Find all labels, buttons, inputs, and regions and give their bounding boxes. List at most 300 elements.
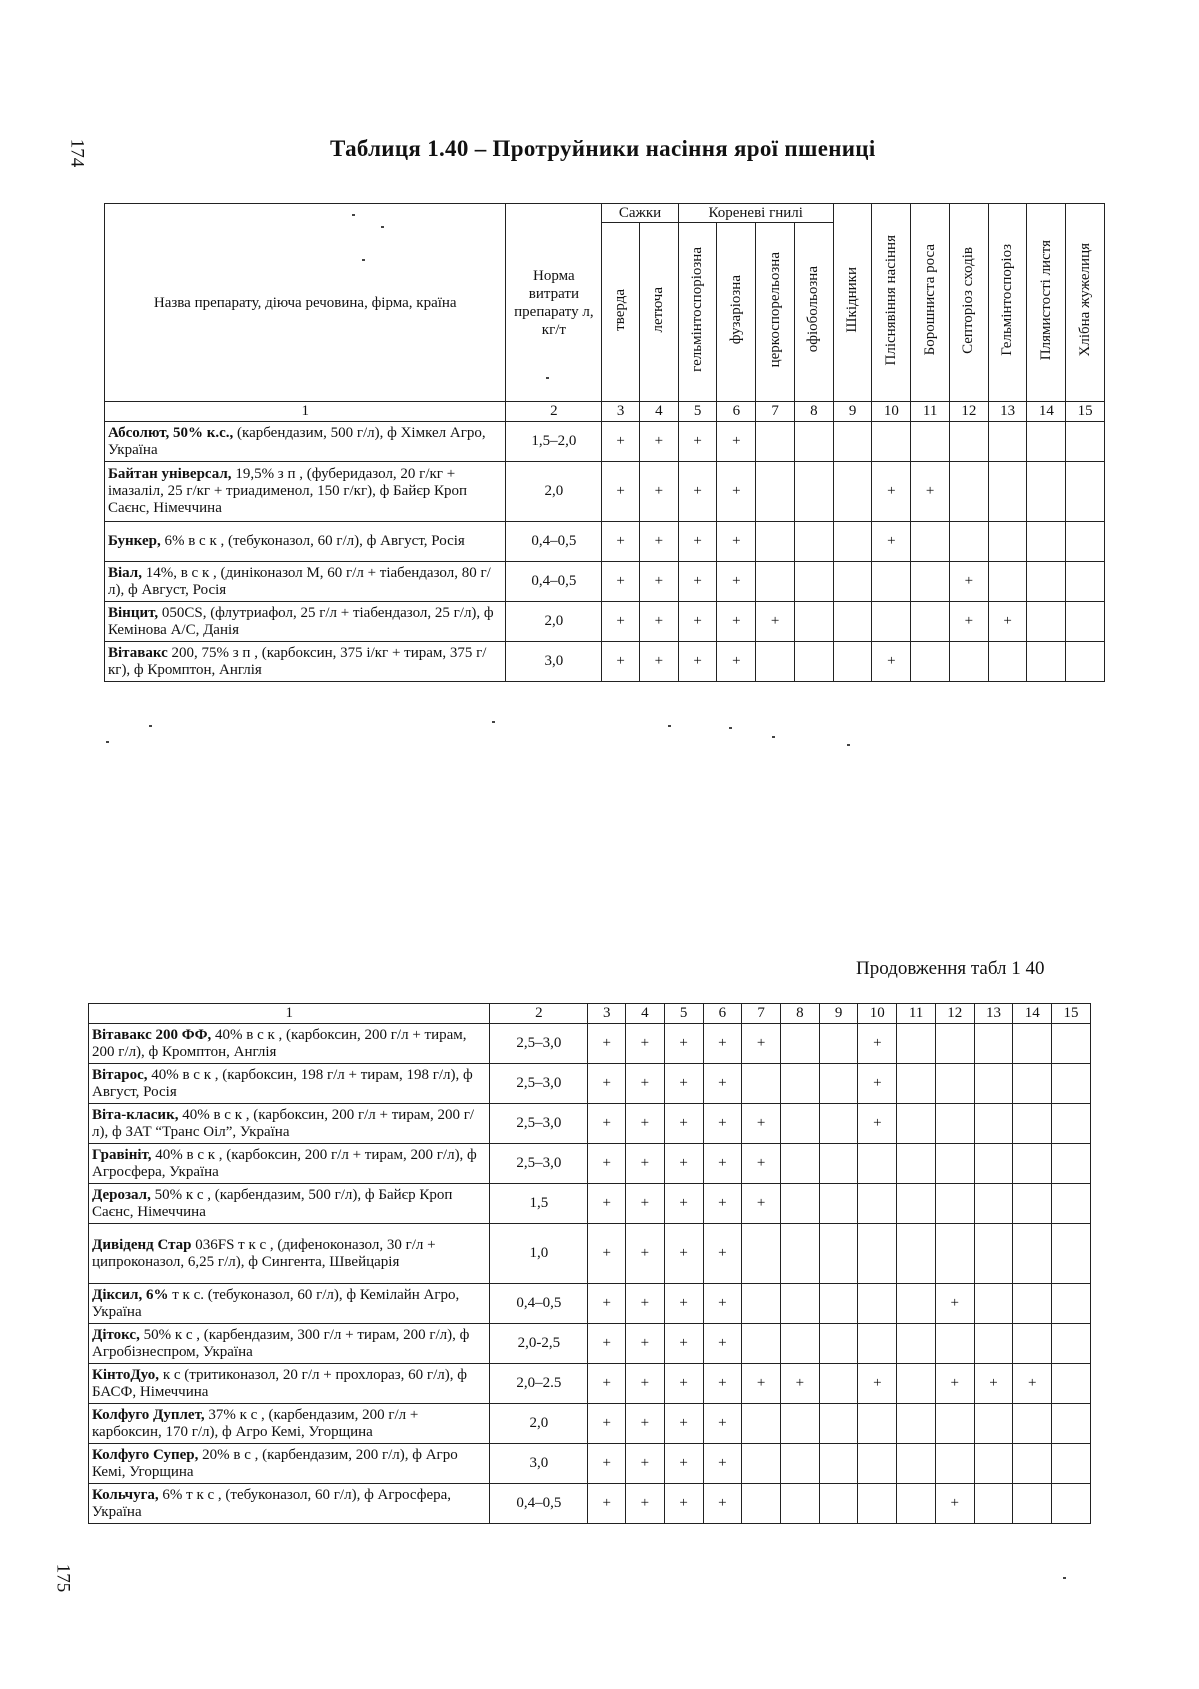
mark-cell xyxy=(911,642,950,682)
table-row xyxy=(89,1184,1091,1224)
table-row xyxy=(105,462,1105,522)
table-row xyxy=(89,1444,1091,1484)
mark-cell xyxy=(935,1404,974,1444)
mark-cell xyxy=(935,1444,974,1484)
mark-cell xyxy=(974,1324,1013,1364)
mark-cell xyxy=(742,1444,781,1484)
mark-cell xyxy=(872,562,911,602)
product-details: к с (тритиконазол, 20 г/л + прохлораз, 60 г/л), ф БАСФ, Німеччина xyxy=(92,1366,467,1400)
column-number-cell: 13 xyxy=(988,402,1027,422)
mark-cell xyxy=(794,642,833,682)
mark-cell xyxy=(935,1064,974,1104)
column-number-cell: 9 xyxy=(833,402,872,422)
mark-cell xyxy=(780,1184,819,1224)
mark-cell xyxy=(819,1364,858,1404)
mark-cell: + xyxy=(602,602,640,642)
product-details: (карбендазим, 500 г/л), ф Хімкел Агро, Україна xyxy=(108,424,486,458)
scan-speck xyxy=(352,214,355,216)
product-details: 200, 75% з п , (карбоксин, 375 і/кг + тирам, 375 г/кг), ф Кромптон, Англія xyxy=(108,644,487,678)
mark-cell xyxy=(756,522,795,562)
mark-cell xyxy=(974,1484,1013,1524)
norm-cell: 1,5 xyxy=(490,1184,588,1224)
mark-cell xyxy=(742,1284,781,1324)
mark-cell: + xyxy=(858,1064,897,1104)
header-norm-cell xyxy=(506,204,602,402)
mark-cell: + xyxy=(756,602,795,642)
mark-cell xyxy=(1066,562,1105,602)
product-name-cell xyxy=(105,562,506,602)
mark-cell xyxy=(819,1144,858,1184)
mark-cell: + xyxy=(703,1144,742,1184)
mark-cell xyxy=(897,1224,936,1284)
mark-cell xyxy=(1052,1024,1091,1064)
mark-cell: + xyxy=(703,1024,742,1064)
scan-speck xyxy=(546,377,549,379)
mark-cell xyxy=(819,1024,858,1064)
mark-cell: + xyxy=(602,522,640,562)
header-name-label: Назва препарату, діюча речовина, фірма, країна xyxy=(153,294,457,311)
mark-cell: + xyxy=(626,1364,665,1404)
header-col-label: тверда xyxy=(612,288,629,331)
table-row xyxy=(105,522,1105,562)
mark-cell xyxy=(1066,422,1105,462)
mark-cell xyxy=(742,1404,781,1444)
mark-cell xyxy=(780,1324,819,1364)
product-name-cell xyxy=(89,1404,490,1444)
product-name-cell xyxy=(89,1064,490,1104)
mark-cell xyxy=(1027,562,1066,602)
mark-cell xyxy=(858,1404,897,1444)
column-number-cell: 13 xyxy=(974,1004,1013,1024)
column-number-cell: 7 xyxy=(756,402,795,422)
column-number-cell: 9 xyxy=(819,1004,858,1024)
mark-cell: + xyxy=(678,602,717,642)
mark-cell xyxy=(1066,642,1105,682)
mark-cell: + xyxy=(703,1184,742,1224)
mark-cell: + xyxy=(602,462,640,522)
header-col-15 xyxy=(1066,204,1105,402)
mark-cell xyxy=(935,1104,974,1144)
scan-speck xyxy=(772,736,775,738)
product-name: Дерозал, xyxy=(92,1186,151,1203)
mark-cell: + xyxy=(639,462,678,522)
mark-cell: + xyxy=(988,602,1027,642)
product-name: КінтоДуо, xyxy=(92,1366,160,1383)
scan-speck xyxy=(847,744,850,746)
norm-cell: 2,0 xyxy=(490,1404,588,1444)
mark-cell xyxy=(780,1404,819,1444)
header-col-label: Шкідники xyxy=(844,267,861,333)
product-name: Віал, xyxy=(108,564,142,581)
norm-cell: 2,0–2.5 xyxy=(490,1364,588,1404)
mark-cell xyxy=(1013,1324,1052,1364)
product-name: Байтан універсал, xyxy=(108,466,232,482)
column-number-cell: 12 xyxy=(949,402,988,422)
table-row xyxy=(105,422,1105,462)
mark-cell: + xyxy=(678,462,717,522)
mark-cell xyxy=(1013,1284,1052,1324)
header-col-label: церкоспорельозна xyxy=(766,251,783,368)
column-number-cell: 2 xyxy=(506,402,602,422)
mark-cell: + xyxy=(974,1364,1013,1404)
mark-cell: + xyxy=(703,1324,742,1364)
mark-cell: + xyxy=(639,562,678,602)
mark-cell xyxy=(780,1144,819,1184)
mark-cell xyxy=(988,642,1027,682)
mark-cell xyxy=(819,1284,858,1324)
table-row xyxy=(89,1284,1091,1324)
header-col-label: гельмінтоспоріозна xyxy=(689,247,706,372)
column-number-cell: 6 xyxy=(703,1004,742,1024)
norm-cell: 2,5–3,0 xyxy=(490,1104,588,1144)
mark-cell xyxy=(1027,602,1066,642)
mark-cell xyxy=(1013,1024,1052,1064)
mark-cell: + xyxy=(780,1364,819,1404)
product-details: 6% в с к , (тебуконазол, 60 г/л), ф Август, Росія xyxy=(160,533,465,549)
mark-cell: + xyxy=(664,1284,703,1324)
table-row xyxy=(105,602,1105,642)
table-row xyxy=(89,1364,1091,1404)
header-col-label: Борошниста роса xyxy=(921,244,938,356)
mark-cell xyxy=(949,462,988,522)
mark-cell xyxy=(858,1144,897,1184)
header-col-label: Хлібна жужелиця xyxy=(1076,243,1093,357)
product-details: 40% в с к , (карбоксин, 200 г/л + тирам, 200 г/л), ф Кромптон, Англія xyxy=(92,1026,467,1060)
product-name-cell xyxy=(89,1104,490,1144)
table-main xyxy=(104,203,1105,682)
mark-cell xyxy=(780,1104,819,1144)
mark-cell: + xyxy=(664,1224,703,1284)
mark-cell xyxy=(911,562,950,602)
mark-cell xyxy=(974,1024,1013,1064)
column-number-cell: 15 xyxy=(1066,402,1105,422)
column-number-cell: 6 xyxy=(717,402,756,422)
product-name: Кольчуга, xyxy=(92,1486,159,1503)
mark-cell: + xyxy=(872,642,911,682)
scan-speck xyxy=(106,741,109,743)
mark-cell xyxy=(897,1444,936,1484)
column-number-cell: 3 xyxy=(602,402,640,422)
mark-cell xyxy=(756,642,795,682)
mark-cell: + xyxy=(639,422,678,462)
mark-cell xyxy=(1013,1484,1052,1524)
mark-cell: + xyxy=(935,1364,974,1404)
product-details: 40% в с к , (карбоксин, 200 г/л + тирам, 200 г/л), ф ЗАТ “Транс Оіл”, Україна xyxy=(92,1106,475,1140)
mark-cell xyxy=(897,1144,936,1184)
product-name: Колфуго Супер, xyxy=(92,1446,199,1463)
product-name: Вітавакс xyxy=(108,644,168,661)
mark-cell xyxy=(988,562,1027,602)
norm-cell: 0,4–0,5 xyxy=(490,1484,588,1524)
header-col-12 xyxy=(949,204,988,402)
mark-cell: + xyxy=(588,1144,626,1184)
product-name-cell xyxy=(89,1144,490,1184)
mark-cell xyxy=(833,642,872,682)
column-number-cell: 14 xyxy=(1013,1004,1052,1024)
mark-cell: + xyxy=(872,462,911,522)
header-col-7 xyxy=(756,223,795,402)
column-number-cell: 4 xyxy=(626,1004,665,1024)
mark-cell xyxy=(794,562,833,602)
mark-cell xyxy=(911,522,950,562)
mark-cell: + xyxy=(588,1364,626,1404)
norm-cell: 1,0 xyxy=(490,1224,588,1284)
table-row xyxy=(105,642,1105,682)
header-col-5 xyxy=(678,223,717,402)
mark-cell xyxy=(780,1064,819,1104)
product-name-cell xyxy=(89,1024,490,1064)
norm-cell: 0,4–0,5 xyxy=(490,1284,588,1324)
column-number-row xyxy=(89,1004,1091,1024)
mark-cell xyxy=(974,1224,1013,1284)
mark-cell: + xyxy=(742,1104,781,1144)
mark-cell: + xyxy=(664,1484,703,1524)
product-name: Гравініт, xyxy=(92,1146,152,1163)
header-col-8 xyxy=(794,223,833,402)
mark-cell xyxy=(833,602,872,642)
mark-cell xyxy=(833,562,872,602)
table-row xyxy=(89,1104,1091,1144)
mark-cell xyxy=(1027,462,1066,522)
column-number-cell: 4 xyxy=(639,402,678,422)
product-name: Вінцит, xyxy=(108,604,159,621)
mark-cell xyxy=(988,422,1027,462)
mark-cell: + xyxy=(742,1184,781,1224)
mark-cell: + xyxy=(588,1224,626,1284)
mark-cell: + xyxy=(935,1284,974,1324)
column-number-cell: 10 xyxy=(858,1004,897,1024)
mark-cell xyxy=(988,522,1027,562)
mark-cell: + xyxy=(858,1104,897,1144)
product-name: Вітарос, xyxy=(92,1066,148,1083)
norm-cell: 2,5–3,0 xyxy=(490,1024,588,1064)
header-col-label: Гельмінтоспоріоз xyxy=(999,244,1016,356)
table-row xyxy=(89,1224,1091,1284)
mark-cell xyxy=(1027,422,1066,462)
mark-cell xyxy=(780,1024,819,1064)
mark-cell: + xyxy=(626,1404,665,1444)
mark-cell: + xyxy=(626,1224,665,1284)
mark-cell: + xyxy=(588,1484,626,1524)
mark-cell xyxy=(819,1064,858,1104)
product-details: 40% в с к , (карбоксин, 200 г/л + тирам, 200 г/л), ф Агросфера, Україна xyxy=(92,1146,477,1180)
norm-cell: 3,0 xyxy=(506,642,602,682)
product-name: Дітокс, xyxy=(92,1326,140,1343)
product-details: 40% в с к , (карбоксин, 198 г/л + тирам, 198 г/л), ф Август, Росія xyxy=(92,1066,473,1100)
table-row xyxy=(89,1324,1091,1364)
product-details: 19,5% з п , (фуберидазол, 20 г/кг + імазаліл, 25 г/кг + триадименол, 150 г/кг), ф Байєр Кроп Саєнс, Німеччина xyxy=(108,466,468,516)
mark-cell: + xyxy=(588,1104,626,1144)
mark-cell: + xyxy=(717,422,756,462)
mark-cell xyxy=(780,1284,819,1324)
mark-cell xyxy=(935,1024,974,1064)
mark-cell: + xyxy=(742,1144,781,1184)
mark-cell xyxy=(833,522,872,562)
mark-cell: + xyxy=(588,1064,626,1104)
product-name-cell xyxy=(89,1484,490,1524)
mark-cell: + xyxy=(664,1064,703,1104)
page-number-bottom: 175 xyxy=(52,1563,74,1593)
product-name-cell xyxy=(89,1224,490,1284)
product-name-cell xyxy=(105,422,506,462)
norm-cell: 3,0 xyxy=(490,1444,588,1484)
mark-cell: + xyxy=(717,642,756,682)
continuation-label: Продовження табл 1 40 xyxy=(856,958,1045,979)
mark-cell xyxy=(1013,1064,1052,1104)
mark-cell: + xyxy=(626,1444,665,1484)
mark-cell: + xyxy=(949,602,988,642)
norm-cell: 2,0 xyxy=(506,462,602,522)
column-number-cell: 11 xyxy=(911,402,950,422)
mark-cell xyxy=(742,1324,781,1364)
norm-cell: 2,0 xyxy=(506,602,602,642)
mark-cell xyxy=(974,1104,1013,1144)
scan-speck xyxy=(492,721,495,723)
product-name: Вітавакс 200 ФФ, xyxy=(92,1026,212,1043)
mark-cell xyxy=(794,602,833,642)
product-name: Абсолют, 50% к.с., xyxy=(108,424,234,441)
mark-cell xyxy=(1052,1144,1091,1184)
header-col-label: Септоріоз сходів xyxy=(960,246,977,354)
header-col-11 xyxy=(911,204,950,402)
product-name-cell xyxy=(105,462,506,522)
mark-cell: + xyxy=(703,1284,742,1324)
mark-cell xyxy=(1052,1324,1091,1364)
mark-cell: + xyxy=(588,1024,626,1064)
mark-cell xyxy=(897,1104,936,1144)
scan-speck xyxy=(668,725,671,727)
mark-cell: + xyxy=(678,642,717,682)
norm-cell: 2,5–3,0 xyxy=(490,1064,588,1104)
column-number-cell: 7 xyxy=(742,1004,781,1024)
mark-cell xyxy=(1052,1184,1091,1224)
mark-cell: + xyxy=(664,1444,703,1484)
mark-cell xyxy=(780,1484,819,1524)
scan-speck xyxy=(381,226,384,228)
mark-cell xyxy=(794,522,833,562)
product-details: т к с. (тебуконазол, 60 г/л), ф Кемілайн Агро, Україна xyxy=(92,1286,460,1320)
mark-cell: + xyxy=(588,1444,626,1484)
product-details: 036FS т к с , (дифеноконазол, 30 г/л + ципроконазол, 6,25 г/л), ф Сингента, Швейцарія xyxy=(92,1236,436,1270)
table-body xyxy=(105,422,1105,682)
column-number-cell: 8 xyxy=(794,402,833,422)
column-number-cell: 15 xyxy=(1052,1004,1091,1024)
mark-cell xyxy=(858,1324,897,1364)
mark-cell xyxy=(974,1284,1013,1324)
product-name: Віта-класик, xyxy=(92,1106,179,1123)
mark-cell xyxy=(897,1184,936,1224)
mark-cell: + xyxy=(664,1024,703,1064)
mark-cell: + xyxy=(703,1484,742,1524)
mark-cell: + xyxy=(858,1364,897,1404)
mark-cell xyxy=(1013,1224,1052,1284)
mark-cell xyxy=(897,1324,936,1364)
mark-cell xyxy=(872,602,911,642)
mark-cell xyxy=(911,422,950,462)
mark-cell xyxy=(780,1224,819,1284)
norm-cell: 2,0-2,5 xyxy=(490,1324,588,1364)
mark-cell xyxy=(949,422,988,462)
header-col-label: Плямистості листя xyxy=(1037,239,1054,361)
mark-cell: + xyxy=(588,1184,626,1224)
mark-cell xyxy=(819,1484,858,1524)
mark-cell: + xyxy=(717,562,756,602)
mark-cell: + xyxy=(949,562,988,602)
mark-cell: + xyxy=(664,1144,703,1184)
mark-cell: + xyxy=(664,1404,703,1444)
column-number-row xyxy=(105,402,1105,422)
header-col-4 xyxy=(639,223,678,402)
scan-speck xyxy=(729,727,732,729)
mark-cell: + xyxy=(588,1284,626,1324)
mark-cell xyxy=(756,422,795,462)
mark-cell: + xyxy=(703,1104,742,1144)
column-number-cell: 5 xyxy=(678,402,717,422)
product-name: Колфуго Дуплет, xyxy=(92,1406,205,1423)
mark-cell: + xyxy=(639,602,678,642)
column-number-cell: 8 xyxy=(780,1004,819,1024)
scan-speck xyxy=(362,259,365,261)
mark-cell xyxy=(1013,1444,1052,1484)
product-details: 20% в с , (карбендазим, 200 г/л), ф Агро Кемі, Угорщина xyxy=(92,1446,458,1480)
mark-cell: + xyxy=(703,1224,742,1284)
mark-cell xyxy=(897,1364,936,1404)
mark-cell xyxy=(858,1224,897,1284)
mark-cell xyxy=(974,1144,1013,1184)
mark-cell xyxy=(1052,1484,1091,1524)
mark-cell xyxy=(897,1024,936,1064)
mark-cell: + xyxy=(717,522,756,562)
mark-cell: + xyxy=(935,1484,974,1524)
mark-cell: + xyxy=(1013,1364,1052,1404)
mark-cell xyxy=(742,1484,781,1524)
mark-cell xyxy=(1013,1104,1052,1144)
header-group-root-rot: Кореневі гнилі xyxy=(678,204,833,223)
mark-cell xyxy=(858,1184,897,1224)
mark-cell: + xyxy=(588,1324,626,1364)
product-details: 50% к с , (карбендазим, 300 г/л + тирам, 200 г/л), ф Агробізнеспром, Україна xyxy=(92,1326,470,1360)
header-col-label: фузаріозна xyxy=(727,274,744,345)
mark-cell: + xyxy=(678,562,717,602)
mark-cell xyxy=(819,1324,858,1364)
mark-cell: + xyxy=(602,422,640,462)
mark-cell xyxy=(794,422,833,462)
column-number-cell: 12 xyxy=(935,1004,974,1024)
mark-cell: + xyxy=(602,642,640,682)
header-col-3 xyxy=(602,223,640,402)
mark-cell xyxy=(974,1404,1013,1444)
mark-cell xyxy=(742,1064,781,1104)
mark-cell: + xyxy=(717,462,756,522)
mark-cell xyxy=(935,1224,974,1284)
mark-cell: + xyxy=(678,522,717,562)
column-number-cell: 1 xyxy=(89,1004,490,1024)
mark-cell: + xyxy=(703,1444,742,1484)
header-col-label: Пліснявіння насіння xyxy=(882,234,899,366)
mark-cell xyxy=(974,1184,1013,1224)
mark-cell xyxy=(988,462,1027,522)
header-col-label: летюча xyxy=(650,286,667,333)
mark-cell xyxy=(819,1184,858,1224)
mark-cell: + xyxy=(626,1484,665,1524)
header-col-10 xyxy=(872,204,911,402)
mark-cell: + xyxy=(703,1064,742,1104)
mark-cell xyxy=(1052,1224,1091,1284)
mark-cell xyxy=(819,1104,858,1144)
mark-cell xyxy=(935,1144,974,1184)
mark-cell xyxy=(1027,522,1066,562)
mark-cell: + xyxy=(602,562,640,602)
